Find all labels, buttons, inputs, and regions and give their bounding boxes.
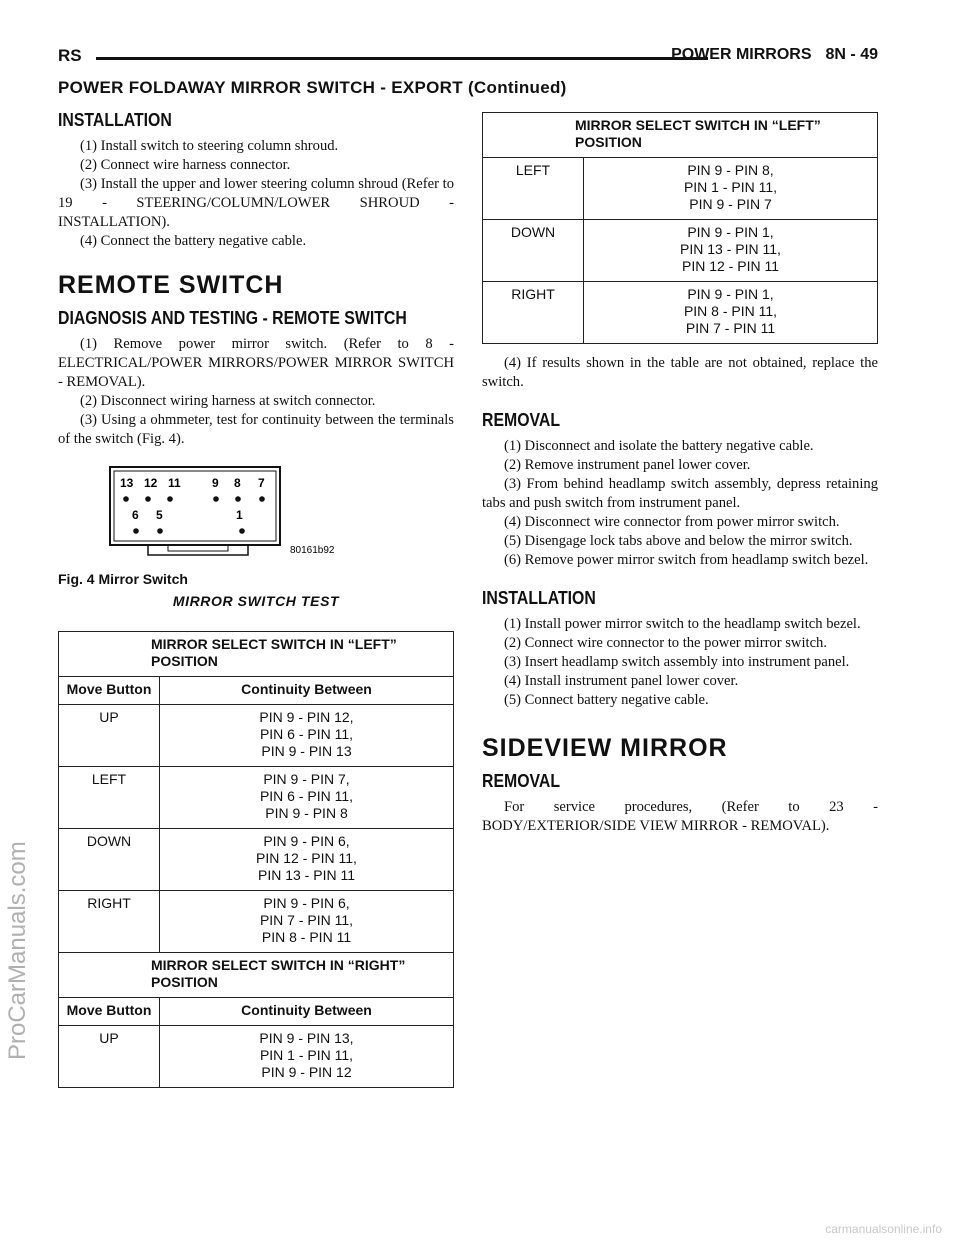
section-code: RS: [58, 46, 82, 65]
table-section-header: [59, 953, 454, 998]
mirror-switch-test-table-continued: [482, 112, 878, 344]
diagnosis-heading: DIAGNOSIS AND TESTING - REMOTE SWITCH: [58, 308, 407, 328]
pin-pair: PIN 9 - PIN 7,: [263, 771, 350, 787]
continued-heading: POWER FOLDAWAY MIRROR SWITCH - EXPORT (Continued): [58, 78, 567, 97]
row-button: RIGHT: [483, 282, 584, 344]
row-button: LEFT: [59, 767, 160, 829]
row-button: LEFT: [483, 158, 584, 220]
step: (2) Connect wire connector to the power mirror switch.: [504, 635, 827, 651]
pin-pair: PIN 13 - PIN 11,: [680, 241, 781, 257]
pin-pair: PIN 9 - PIN 12,: [259, 709, 354, 725]
row-pins: [584, 220, 878, 282]
continued-position-header: MIRROR SELECT SWITCH IN “LEFT” POSITION: [483, 113, 878, 158]
pin-label-5: 5: [156, 508, 163, 522]
pin-dot: [213, 496, 219, 502]
pin-dot: [259, 496, 265, 502]
pin-pair: PIN 9 - PIN 1,: [687, 224, 774, 240]
pin-dot: [145, 496, 151, 502]
page-header: [58, 42, 878, 76]
pin-pair: PIN 9 - PIN 6,: [263, 895, 350, 911]
row-pins: [160, 891, 454, 953]
table-section-header: [483, 113, 878, 158]
watermark-bottom: carmanualsonline.info: [825, 1222, 942, 1236]
pin-pair: PIN 9 - PIN 6,: [263, 833, 350, 849]
step: (4) Install instrument panel lower cover.: [504, 673, 739, 689]
remote-switch-heading: REMOTE SWITCH: [58, 271, 284, 299]
pin-pair: PIN 13 - PIN 11: [257, 867, 355, 883]
step: (3) Using a ohmmeter, test for continuity between the terminals of the switch (Fig. 4).: [58, 412, 454, 447]
col-continuity: Continuity Between: [160, 998, 454, 1026]
pin-pair: PIN 9 - PIN 13,: [259, 1030, 354, 1046]
table-row: [59, 1026, 454, 1088]
table-section-header: [59, 632, 454, 677]
table-row: [59, 891, 454, 953]
right-position-header: MIRROR SELECT SWITCH IN “RIGHT” POSITION: [59, 953, 454, 998]
header-title: [671, 46, 878, 64]
pin-pair: PIN 9 - PIN 1,: [687, 286, 774, 302]
pin-pair: PIN 12 - PIN 11: [681, 258, 779, 274]
pin-dot: [239, 528, 245, 534]
pin-pair: PIN 9 - PIN 12: [261, 1064, 352, 1080]
col-continuity: Continuity Between: [160, 677, 454, 705]
mirror-switch-test-table: [58, 631, 454, 1088]
table-row: [59, 829, 454, 891]
col-move-button: Move Button: [59, 998, 160, 1026]
step: (1) Install power mirror switch to the headlamp switch bezel.: [504, 616, 861, 632]
pin-label-11: 11: [168, 476, 181, 490]
sideview-mirror-heading: SIDEVIEW MIRROR: [482, 734, 728, 762]
pin-pair: PIN 9 - PIN 7: [689, 196, 772, 212]
step: (3) From behind headlamp switch assembly, depress retaining tabs and push switch from instrument panel.: [482, 476, 878, 511]
row-pins: [160, 829, 454, 891]
table-row: [59, 767, 454, 829]
left-column: [58, 110, 454, 1088]
removal-heading: REMOVAL: [482, 410, 561, 430]
row-pins: [160, 705, 454, 767]
pin-dot: [167, 496, 173, 502]
step: (4) If results shown in the table are not obtained, replace the switch.: [482, 355, 878, 390]
pin-label-8: 8: [234, 476, 241, 490]
pin-dot: [133, 528, 139, 534]
row-pins: [584, 282, 878, 344]
step: (6) Remove power mirror switch from headlamp switch bezel.: [504, 552, 869, 568]
pin-label-12: 12: [144, 476, 158, 490]
pin-pair: PIN 7 - PIN 11: [685, 320, 776, 336]
row-button: DOWN: [59, 829, 160, 891]
row-button: RIGHT: [59, 891, 160, 953]
col-move-button: Move Button: [59, 677, 160, 705]
table-title: MIRROR SWITCH TEST: [172, 593, 340, 609]
table-column-header: [59, 998, 454, 1026]
pin-dot: [235, 496, 241, 502]
pin-label-9: 9: [212, 476, 219, 490]
pin-pair: PIN 8 - PIN 11,: [683, 303, 778, 319]
figure-code: 80161b92: [290, 545, 335, 556]
mirror-switch-figure: [108, 461, 358, 561]
step: (3) Install the upper and lower steering column shroud (Refer to 19 - STEERING/COLUMN/LOWER SHROUD - INSTALLATION).: [58, 176, 454, 230]
pin-pair: PIN 9 - PIN 8,: [687, 162, 774, 178]
table-row: [483, 282, 878, 344]
pin-label-1: 1: [236, 508, 243, 522]
step: For service procedures, (Refer to 23 - BODY/EXTERIOR/SIDE VIEW MIRROR - REMOVAL).: [482, 799, 878, 834]
row-pins: [160, 767, 454, 829]
right-column: [482, 112, 878, 836]
pin-pair: PIN 6 - PIN 11,: [259, 726, 354, 742]
pin-pair: PIN 1 - PIN 11,: [683, 179, 778, 195]
header-rule: [96, 57, 708, 60]
row-button: UP: [59, 1026, 160, 1088]
watermark: ProCarManuals.com: [4, 841, 31, 1060]
page-number: 8N - 49: [825, 46, 878, 63]
row-button: UP: [59, 705, 160, 767]
pin-pair: PIN 9 - PIN 8: [265, 805, 348, 821]
pin-pair: PIN 1 - PIN 11,: [259, 1047, 354, 1063]
pin-pair: PIN 7 - PIN 11,: [259, 912, 354, 928]
pin-dot: [123, 496, 129, 502]
step: (1) Install switch to steering column shroud.: [80, 138, 339, 154]
row-button: DOWN: [483, 220, 584, 282]
step: (4) Connect the battery negative cable.: [80, 233, 307, 249]
pin-label-13: 13: [120, 476, 134, 490]
step: (5) Disengage lock tabs above and below the mirror switch.: [504, 533, 853, 549]
step: (4) Disconnect wire connector from power mirror switch.: [504, 514, 840, 530]
pin-label-6: 6: [132, 508, 139, 522]
figure-caption: Fig. 4 Mirror Switch: [58, 571, 188, 587]
step: (3) Insert headlamp switch assembly into instrument panel.: [504, 654, 850, 670]
pin-pair: PIN 6 - PIN 11,: [259, 788, 354, 804]
pin-pair: PIN 9 - PIN 13: [261, 743, 352, 759]
removal-heading: REMOVAL: [482, 771, 561, 791]
step: (2) Remove instrument panel lower cover.: [504, 457, 751, 473]
pin-dot: [157, 528, 163, 534]
row-pins: [160, 1026, 454, 1088]
step: (2) Disconnect wiring harness at switch connector.: [80, 393, 376, 409]
installation-heading: INSTALLATION: [58, 110, 172, 130]
step: (2) Connect wire harness connector.: [80, 157, 291, 173]
pin-pair: PIN 8 - PIN 11: [261, 929, 352, 945]
left-position-header: MIRROR SELECT SWITCH IN “LEFT” POSITION: [59, 632, 454, 677]
chapter-title: POWER MIRRORS: [671, 46, 812, 63]
table-column-header: [59, 677, 454, 705]
pin-label-7: 7: [258, 476, 265, 490]
table-row: [483, 158, 878, 220]
table-row: [59, 705, 454, 767]
step: (5) Connect battery negative cable.: [504, 692, 709, 708]
connector-diagram: [108, 461, 358, 561]
pin-pair: PIN 12 - PIN 11,: [256, 850, 357, 866]
row-pins: [584, 158, 878, 220]
table-row: [483, 220, 878, 282]
installation-heading: INSTALLATION: [482, 588, 596, 608]
step: (1) Disconnect and isolate the battery negative cable.: [504, 438, 814, 454]
step: (1) Remove power mirror switch. (Refer to 8 - ELECTRICAL/POWER MIRRORS/POWER MIRROR SWITCH - REMOVAL).: [58, 336, 454, 390]
